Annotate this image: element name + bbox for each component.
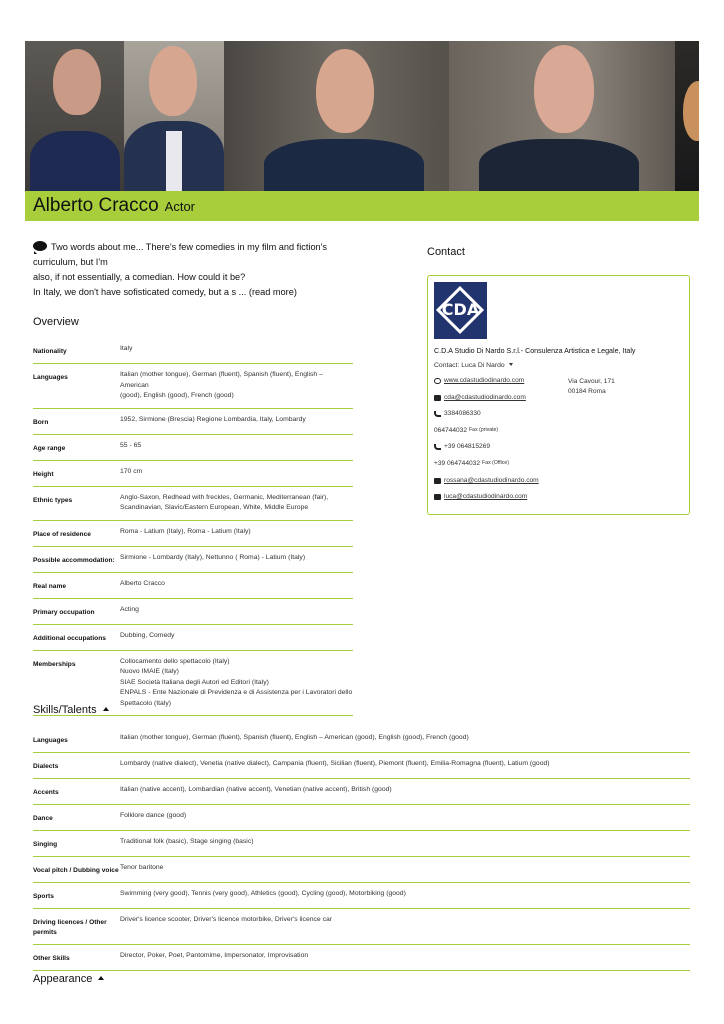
row-label: Dance xyxy=(33,815,53,822)
row-label: Other Skills xyxy=(33,955,70,962)
row-label: Languages xyxy=(33,374,68,381)
row-label: Real name xyxy=(33,582,66,590)
table-row xyxy=(33,547,353,573)
chevron-down-icon xyxy=(509,363,513,366)
table-row xyxy=(33,883,690,909)
email-link-2[interactable]: rossana@cdastudiodinardo.com xyxy=(444,476,539,484)
intro-line-2: also, if not essentially, a comedian. How could it be? xyxy=(33,272,246,282)
skills-title[interactable] xyxy=(33,704,109,716)
row-value: Director, Poker, Poet, Pantomime, Impersonator, Improvisation xyxy=(120,952,309,959)
intro-line-1: Two words about me... There's few comedies in my film and fiction's curriculum, but I'm xyxy=(33,242,328,267)
mail-icon xyxy=(434,494,441,500)
row-value: Folklore dance (good) xyxy=(120,812,187,819)
headshot-photo-1[interactable] xyxy=(25,41,124,191)
link-icon xyxy=(434,378,441,384)
contact-person-dropdown[interactable] xyxy=(434,362,683,369)
website-line xyxy=(434,377,568,394)
phone-2-note: Fax (private) xyxy=(469,426,499,433)
row-value: 55 - 65 xyxy=(120,441,142,449)
row-value: Driver's licence scooter, Driver's licence motorbike, Driver's licence car xyxy=(120,916,333,923)
table-row xyxy=(33,521,353,547)
name-bar xyxy=(25,191,699,221)
table-row xyxy=(33,727,690,753)
row-label: Primary occupation xyxy=(33,608,95,616)
email-line-3 xyxy=(434,493,568,510)
row-label: Additional occupations xyxy=(33,634,106,642)
table-row xyxy=(33,945,690,971)
row-label: Place of residence xyxy=(33,530,91,538)
collapse-caret-icon[interactable] xyxy=(98,976,104,980)
row-value: Acting xyxy=(120,605,139,613)
table-row xyxy=(33,435,353,461)
row-label: Singing xyxy=(33,841,58,848)
row-value: Tenor baritone xyxy=(120,864,164,871)
mail-icon xyxy=(434,395,441,401)
headshot-photo-2[interactable] xyxy=(124,41,224,191)
row-value: Anglo-Saxon, Redhead with freckles, Germanic, Mediterranean (fair), Scandinavian, Slavic/Eastern European, White, Middle Europe xyxy=(120,493,329,511)
appearance-title[interactable] xyxy=(33,973,104,985)
table-row xyxy=(33,409,353,435)
row-value: Roma - Latium (Italy), Roma - Latium (Italy) xyxy=(120,527,251,535)
headshot-photo-3[interactable] xyxy=(224,41,449,191)
address-line-1: Via Cavour, 171 xyxy=(568,378,615,385)
row-value: Sirmione - Lombardy (Italy), Nettunno ( Roma) - Latium (Italy) xyxy=(120,553,306,561)
table-row xyxy=(33,909,690,945)
phone-1[interactable]: 3384086330 xyxy=(444,410,481,418)
table-row xyxy=(33,338,353,364)
intro-text xyxy=(33,240,353,300)
mail-icon xyxy=(434,478,441,484)
row-value: Italy xyxy=(120,345,133,352)
row-label: Accents xyxy=(33,789,59,796)
skills-table xyxy=(33,727,690,971)
email-line xyxy=(434,394,568,411)
row-value: Italian (mother tongue), German (fluent), Spanish (fluent), English – American (good), English (good), French (good) xyxy=(120,371,323,399)
actor-role: Actor xyxy=(164,199,196,214)
agency-address xyxy=(568,377,615,510)
phone-line-1 xyxy=(434,410,568,427)
row-label: Born xyxy=(33,418,49,426)
row-value: Italian (mother tongue), German (fluent), Spanish (fluent), English – American (good), English (good), French (good) xyxy=(120,734,469,741)
read-more-link[interactable]: (read more) xyxy=(248,287,297,297)
phone-icon xyxy=(434,444,441,450)
email-line-2 xyxy=(434,477,568,494)
phone-4[interactable]: +39 064744032 xyxy=(434,459,481,467)
headshot-photo-4[interactable] xyxy=(449,41,675,191)
fax-line-2 xyxy=(434,460,568,477)
collapse-caret-icon[interactable] xyxy=(103,707,109,711)
row-label: Nationality xyxy=(33,348,67,355)
table-row xyxy=(33,461,353,487)
row-value: Alberto Cracco xyxy=(120,579,165,587)
row-value: Swimming (very good), Tennis (very good), Athletics (good), Cycling (good), Motorbiking (good) xyxy=(120,890,406,897)
contact-person-label: Contact: Luca Di Nardo xyxy=(434,362,505,369)
agency-name: C.D.A Studio Di Nardo S.r.l.- Consulenza Artistica e Legale, Italy xyxy=(434,347,636,355)
table-row xyxy=(33,573,353,599)
phone-3[interactable]: +39 064815269 xyxy=(444,443,491,451)
overview-table xyxy=(33,338,353,716)
phone-icon xyxy=(434,411,441,417)
appearance-title-label: Appearance xyxy=(33,973,93,985)
email-link-3[interactable]: luca@cdastudiodinardo.com xyxy=(444,493,528,501)
row-label: Memberships xyxy=(33,660,76,668)
row-label: Ethnic types xyxy=(33,496,73,504)
row-value: 1952, Sirmione (Brescia) Regione Lombardia, Italy, Lombardy xyxy=(120,415,306,423)
intro-line-3: In Italy, we don't have sofisticated comedy, but a s ... xyxy=(33,287,247,297)
agency-logo[interactable] xyxy=(434,282,487,339)
website-link[interactable]: www.cdastudiodinardo.com xyxy=(444,377,525,384)
contact-card xyxy=(427,275,690,515)
table-row xyxy=(33,753,690,779)
fax-line-1 xyxy=(434,427,568,444)
row-label: Driving licences / Other permits xyxy=(33,919,107,936)
phone-4-note: Fax (Office) xyxy=(482,459,510,466)
table-row xyxy=(33,364,353,409)
actor-name: Alberto Cracco xyxy=(33,195,159,216)
table-row xyxy=(33,487,353,521)
row-label: Vocal pitch / Dubbing voice xyxy=(33,867,119,874)
table-row xyxy=(33,599,353,625)
row-label: Possible accommodation: xyxy=(33,556,115,564)
email-link[interactable]: cda@cdastudiodinardo.com xyxy=(444,393,526,401)
row-value: Collocamento dello spettacolo (Italy) Nuovo IMAIE (Italy) SIAE Società Italiana degli Autori ed Editori (Italy) ENPALS - Ente Nazionale di Previdenza e di Assistenza per i Lavoratori dello Spettacolo (Italy) xyxy=(120,657,353,707)
headshot-photo-5[interactable] xyxy=(675,41,699,191)
row-value: Traditional folk (basic), Stage singing (basic) xyxy=(120,838,254,845)
row-label: Sports xyxy=(33,893,54,900)
overview-title: Overview xyxy=(33,316,79,328)
agency-logo-text: CDA xyxy=(441,300,480,319)
row-label: Languages xyxy=(33,737,68,744)
skills-title-label: Skills/Talents xyxy=(33,704,97,716)
headshot-gallery[interactable] xyxy=(25,41,699,191)
contact-title: Contact xyxy=(427,246,465,258)
row-value: Lombardy (native dialect), Venetia (native dialect), Campania (fluent), Sicilian (fluent), Piemont (fluent), Emilia-Romagna (fluent), Latium (good) xyxy=(120,760,550,767)
table-row xyxy=(33,779,690,805)
row-value: 170 cm xyxy=(120,467,143,475)
row-value: Dubbing, Comedy xyxy=(120,631,175,639)
address-line-2: 00184 Roma xyxy=(568,388,606,395)
table-row xyxy=(33,831,690,857)
speech-bubble-icon xyxy=(33,241,47,251)
table-row xyxy=(33,805,690,831)
phone-line-3 xyxy=(434,443,568,460)
row-label: Dialects xyxy=(33,763,59,770)
row-value: Italian (native accent), Lombardian (native accent), Venetian (native accent), British (good) xyxy=(120,786,392,793)
phone-2[interactable]: 064744032 xyxy=(434,426,468,434)
table-row xyxy=(33,857,690,883)
row-label: Age range xyxy=(33,444,66,452)
row-label: Height xyxy=(33,470,54,478)
table-row xyxy=(33,625,353,651)
